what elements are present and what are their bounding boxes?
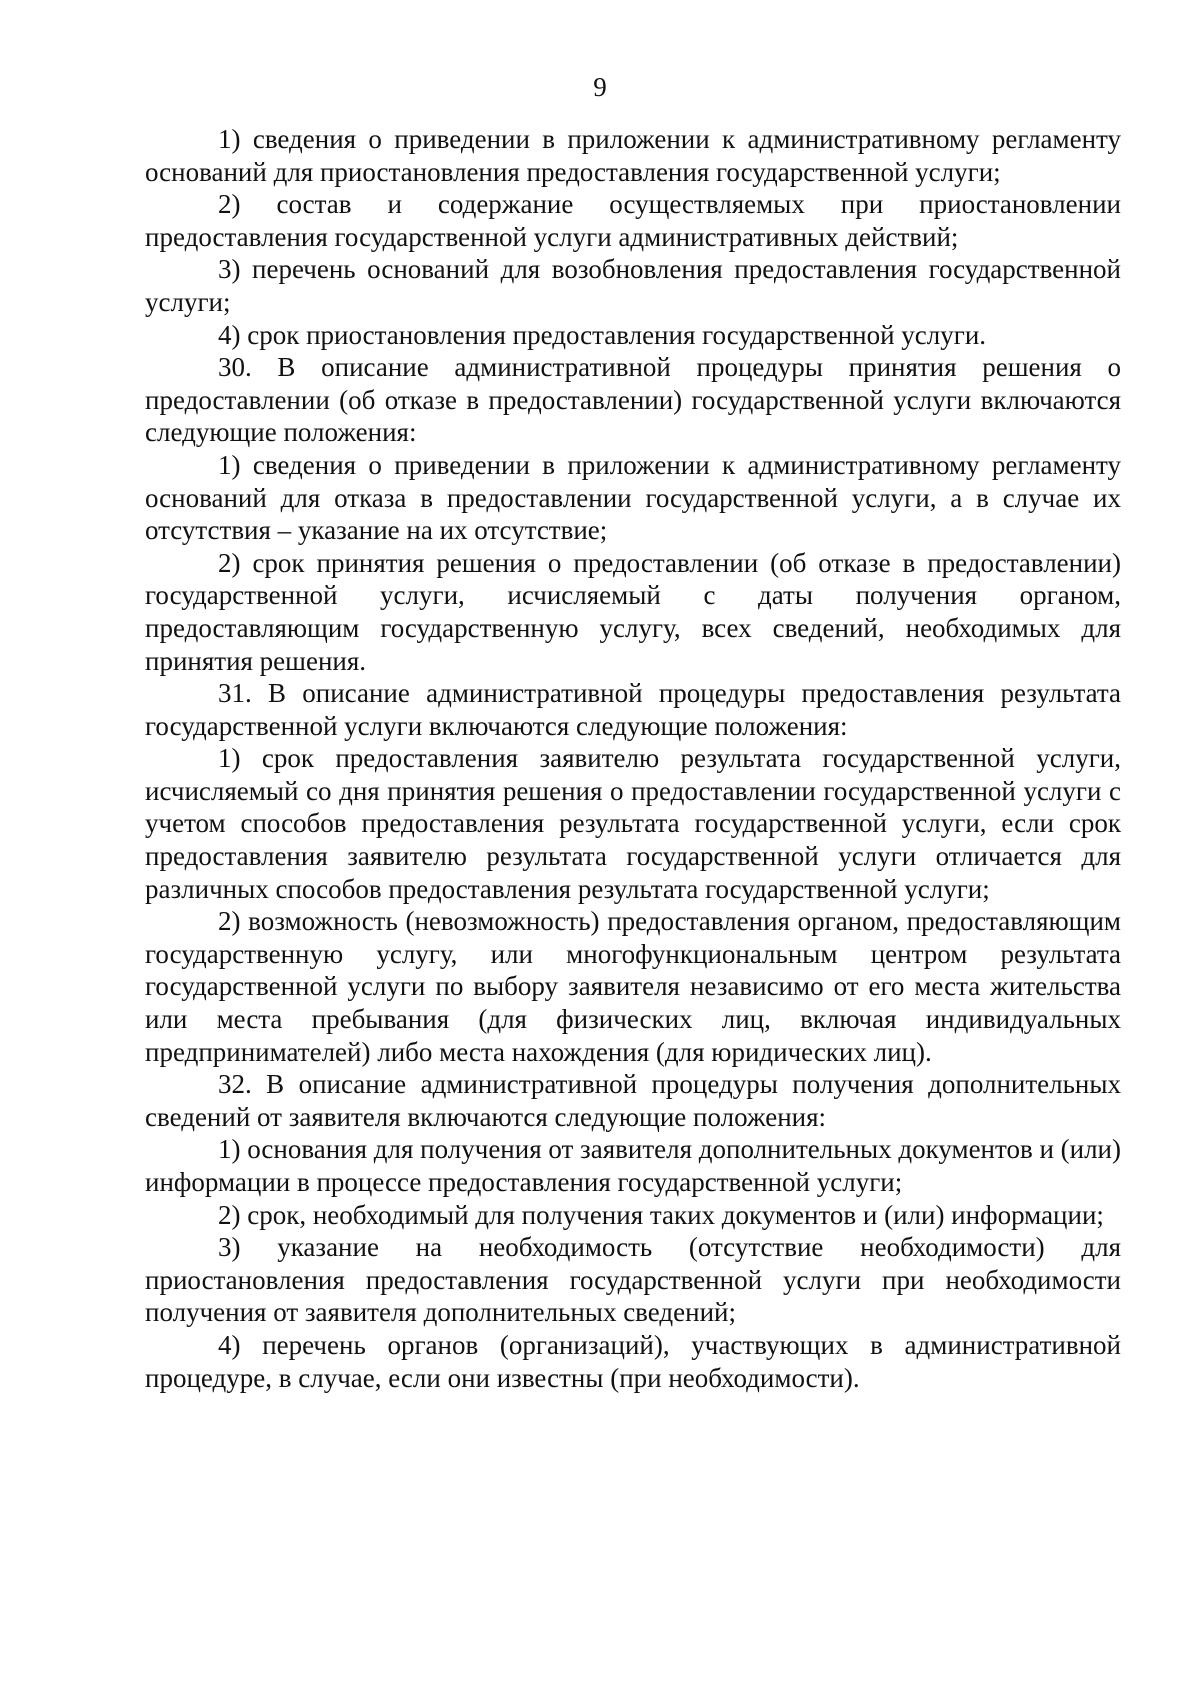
paragraph-suspension-actions: 2) состав и содержание осуществляемых при приостановлении предоставления государственной услуги административных действий; — [145, 189, 1121, 252]
document-body — [145, 123, 1121, 1394]
paragraph-participating-bodies: 4) перечень органов (организаций), участвующих в административной процедуре, в случае, если они известны (при необходимости). — [145, 1329, 1121, 1393]
page-number: 9 — [593, 72, 607, 102]
paragraph-suspension-need: 3) указание на необходимость (отсутствие необходимости) для приостановления предоставления государственной услуги при необходимости получения от заявителя дополнительных сведений; — [145, 1232, 1121, 1328]
paragraph-item-30: 30. В описание административной процедуры принятия решения о предоставлении (об отказе в предоставлении) государственной услуги включаются следующие положения: — [145, 352, 1121, 448]
paragraph-decision-term: 2) срок принятия решения о предоставлении (об отказе в предоставлении) государственной услуги, исчисляемый с даты получения органом, предоставляющим государственную услугу, всех сведений, необходимых для принятия решения. — [145, 547, 1121, 676]
paragraph-item-32: 32. В описание административной процедуры получения дополнительных сведений от заявителя включаются следующие положения: — [145, 1069, 1121, 1132]
paragraph-result-extraterritorial: 2) возможность (невозможность) предоставления органом, предоставляющим государственную услугу, или многофункциональным центром результата государственной услуги по выбору заявителя независимо от его места жительства или места пребывания (для физических лиц, включая индивидуальных предпринимателей) либо места нахождения (для юридических лиц). — [145, 906, 1121, 1067]
paragraph-suspension-grounds: 1) сведения о приведении в приложении к административному регламенту оснований для приостановления предоставления государственной услуги; — [145, 124, 1121, 187]
paragraph-suspension-term: 4) срок приостановления предоставления государственной услуги. — [218, 319, 987, 350]
paragraph-additional-docs-grounds: 1) основания для получения от заявителя дополнительных документов и (или) информации в процессе предоставления государственной услуги; — [145, 1134, 1121, 1197]
paragraph-refusal-grounds: 1) сведения о приведении в приложении к административному регламенту оснований для отказа в предоставлении государственной услуги, а в случае их отсутствия – указание на их отсутствие; — [145, 449, 1121, 546]
paragraph-resumption-grounds: 3) перечень оснований для возобновления предоставления государственной услуги; — [145, 254, 1121, 317]
paragraph-result-term: 1) срок предоставления заявителю результата государственной услуги, исчисляемый со дня принятия решения о предоставлении государственной услуги с учетом способов предоставления результата государственной услуги, если срок предоставления заявителю результата государственной услуги отличается для различных способов предоставления результата государственной услуги; — [145, 743, 1121, 904]
paragraph-item-31: 31. В описание административной процедуры предоставления результата государственной услуги включаются следующие положения: — [145, 678, 1121, 741]
paragraph-additional-docs-term: 2) срок, необходимый для получения таких документов и (или) информации; — [218, 1199, 1104, 1230]
